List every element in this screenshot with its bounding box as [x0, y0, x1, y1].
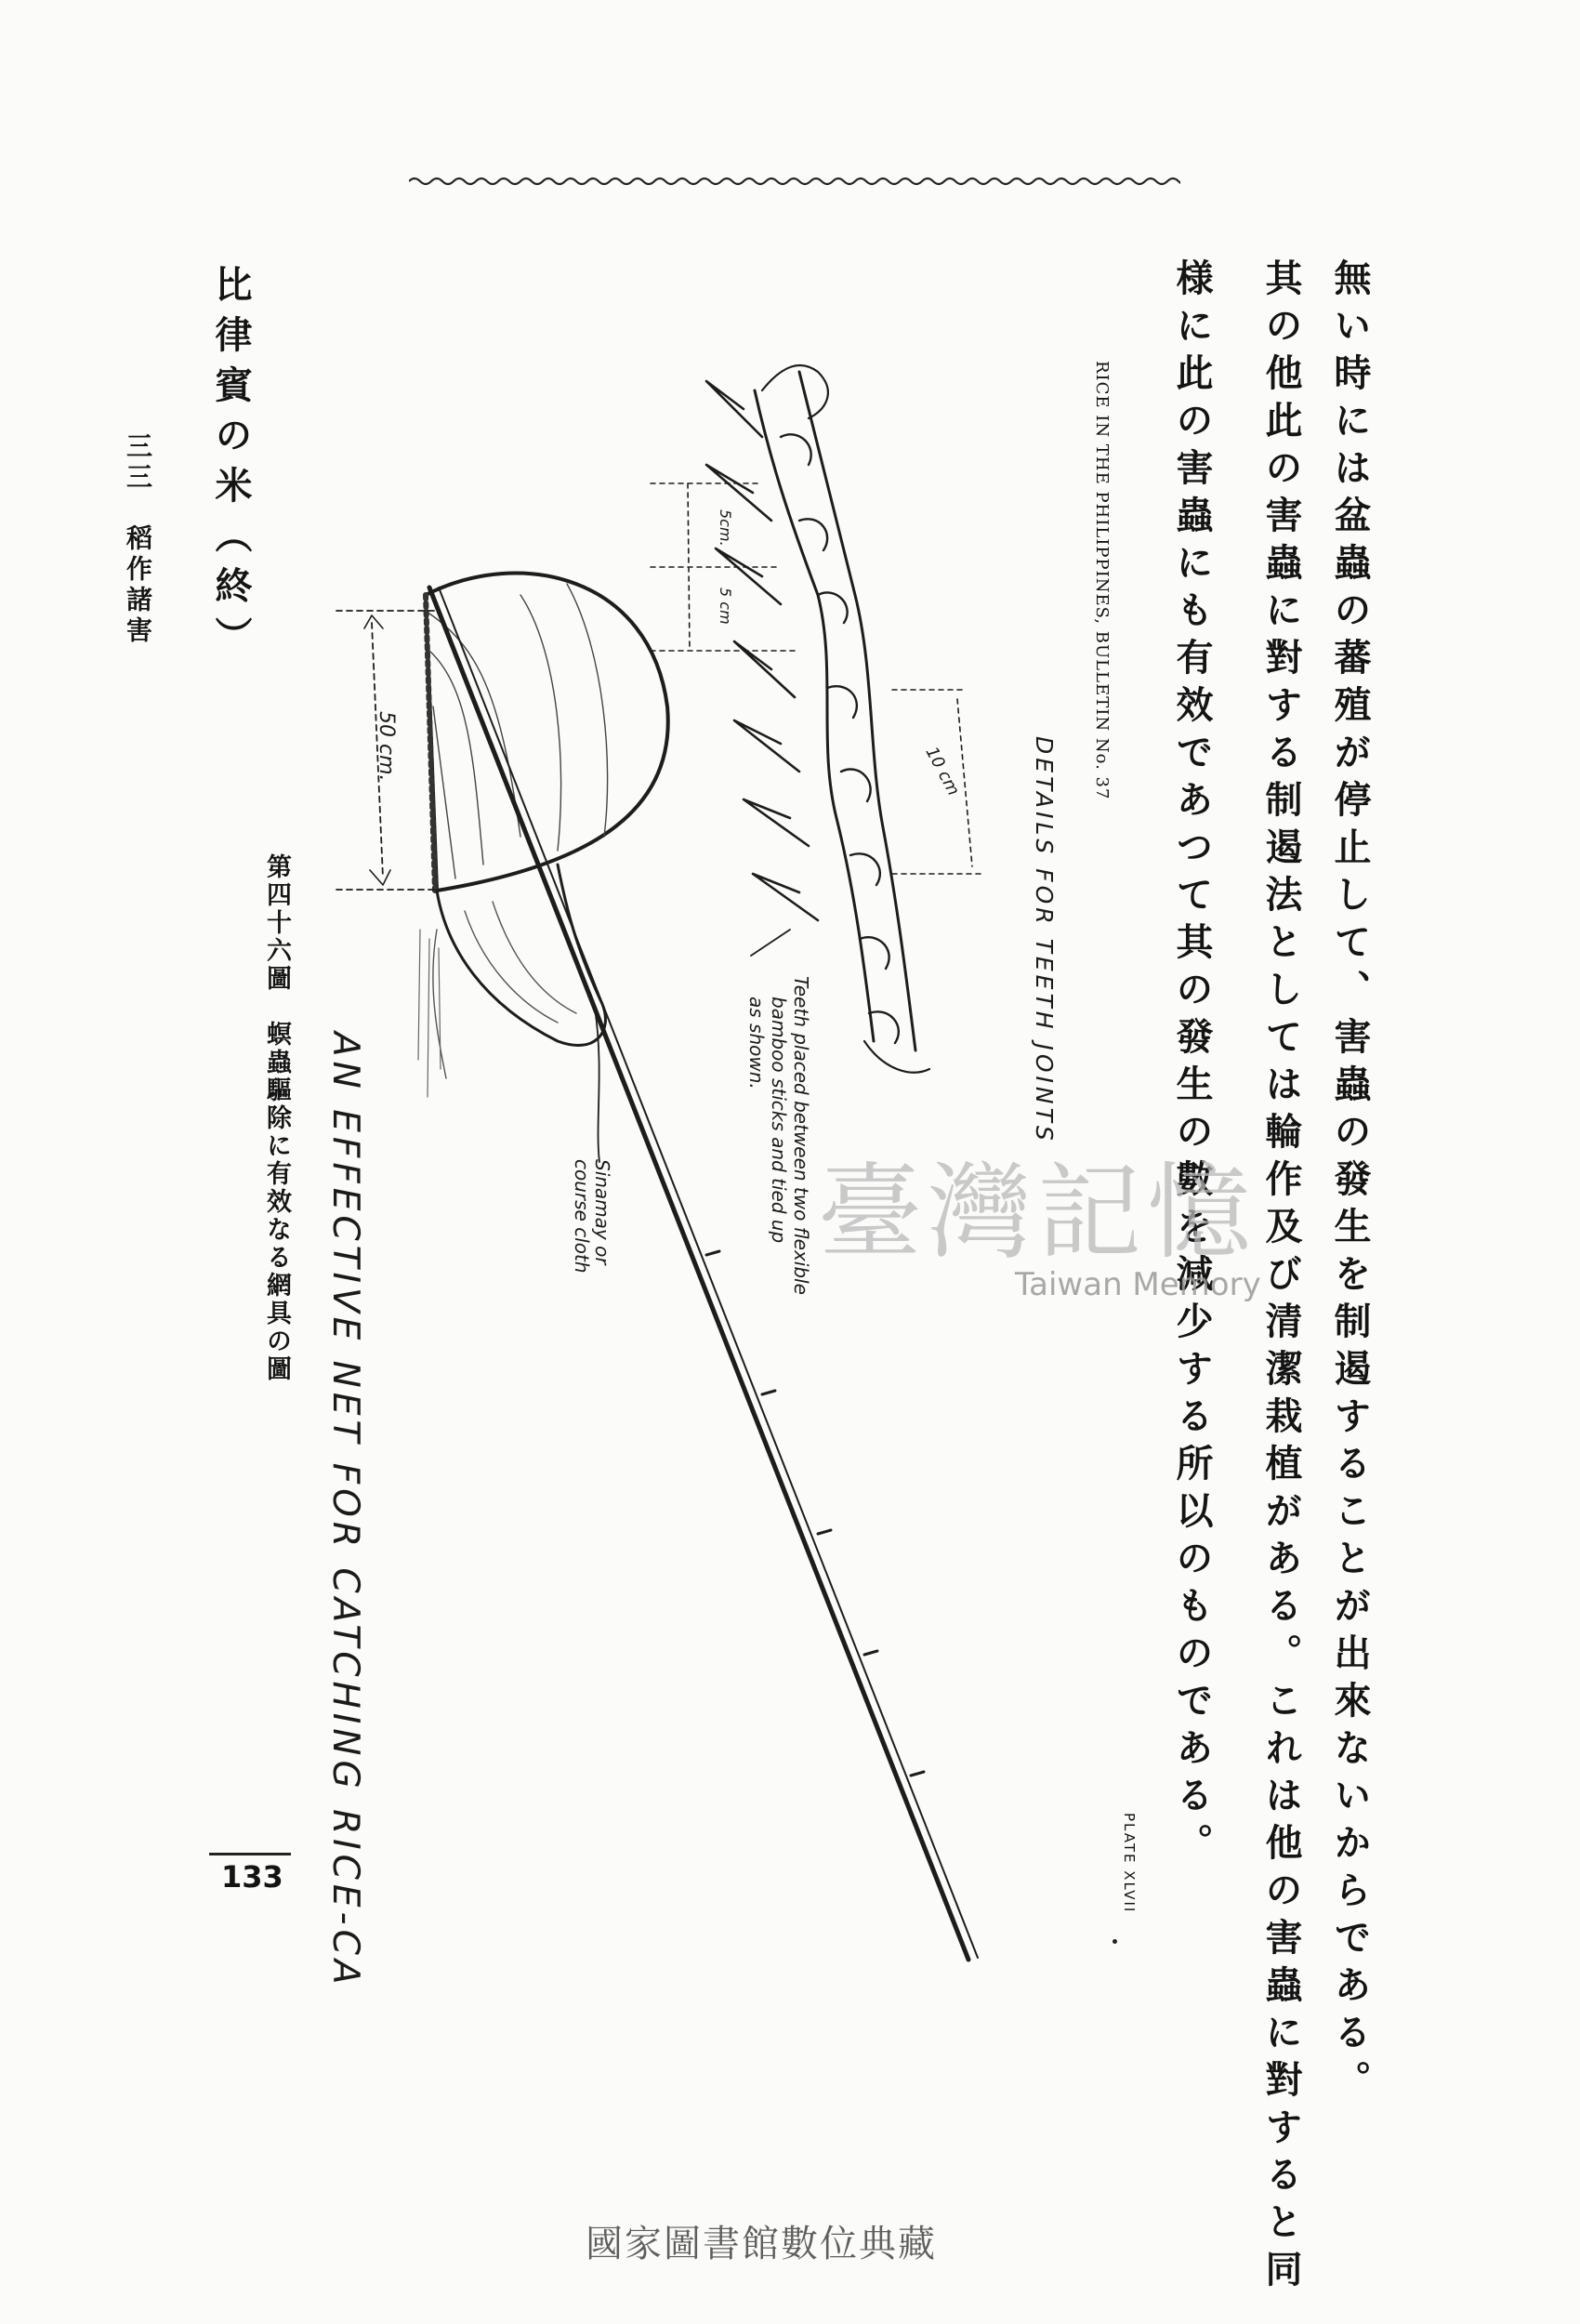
body-text-column-1: 無い時には盆蟲の蕃殖が停止して、害蟲の發生を制遏することが出來ないからである。: [1328, 258, 1372, 2107]
sinamay-pointer: [595, 1009, 599, 1162]
details-label: DETAILS FOR TEETH JOINTS: [1031, 736, 1058, 1144]
watermark-english: Taiwan Memory: [1015, 1266, 1261, 1303]
figure-caption-en: AN EFFECTIVE NET FOR CATCHING RICE-CA: [324, 1032, 366, 1989]
net-mesh: [429, 584, 608, 878]
net-fringe: [418, 930, 441, 1097]
dimension-5cm-a: 5cm.: [717, 509, 734, 547]
net-cloth-bag: [437, 865, 605, 1045]
page-number: 133: [221, 1859, 283, 1895]
dim-line-10cm: [892, 690, 985, 874]
running-head-title: 比律賓の米（終）: [209, 265, 253, 667]
teeth-note-line-2: bamboo sticks and tied up: [768, 997, 790, 1244]
footer-collection-label: 國家圖書館數位典藏: [586, 2223, 937, 2265]
handle-joints: [706, 1251, 924, 1776]
sinamay-label-2: course cloth: [571, 1159, 593, 1274]
teeth-note-line-3: as shown.: [745, 997, 768, 1089]
dimension-50cm: 50 cm.: [375, 711, 398, 782]
running-head-section: 三三 稻作諸害: [123, 432, 153, 647]
body-text-column-3: 様に此の害蟲にも有效であつて其の發生の數を減少する所以のものである。: [1170, 258, 1214, 1870]
dimension-5cm-b: 5 cm: [717, 588, 734, 625]
net-edge-texture: [426, 595, 435, 891]
teeth-frayed-top: [762, 365, 828, 418]
teeth-twine: [781, 434, 899, 1043]
source-label: RICE IN THE PHILIPPINES, BULLETIN No. 37: [1092, 361, 1112, 800]
net-hoop: [426, 574, 668, 891]
net-cloth-folds: [433, 902, 576, 1078]
teeth-joint-stick-b: [799, 372, 915, 1050]
teeth-pointer: [751, 930, 790, 956]
dimension-10cm: 10 cm: [921, 744, 964, 799]
teeth-note-line-1: Teeth placed between two flexible: [790, 976, 812, 1295]
sinamay-label-1: Sinamay or: [591, 1159, 613, 1265]
teeth-bottom-end: [864, 1041, 929, 1073]
dim-line-5cm: [651, 483, 799, 651]
teeth-joint-stick-a: [755, 390, 874, 1041]
watermark-chinese: 臺灣記憶: [818, 1153, 1257, 1274]
dim-line-50cm: [336, 611, 439, 890]
plate-label: PLATE XLVII: [1121, 1813, 1138, 1914]
body-text-column-2: 其の他此の害蟲に對する制遏法としては輪作及び清潔栽植がある。これは他の害蟲に對すると同: [1259, 258, 1303, 2297]
figure-caption-jp: 第四十六圖 螟蟲驅除に有效なる網具の圖: [262, 853, 291, 1383]
